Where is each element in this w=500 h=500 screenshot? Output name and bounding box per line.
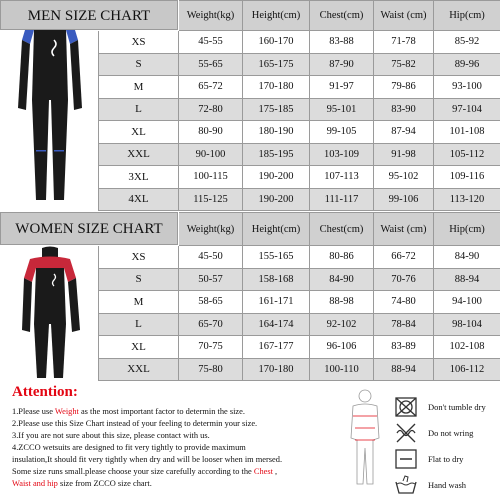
table-cell: 84-90 — [310, 268, 374, 291]
header-weight: Weight(kg) — [179, 213, 243, 246]
table-cell: 74-80 — [374, 291, 434, 314]
table-row — [99, 313, 500, 336]
table-row — [99, 166, 500, 189]
size-label: 4XL — [99, 188, 179, 211]
table-cell: 95-101 — [310, 98, 374, 121]
attention-heading: Attention: — [12, 384, 78, 400]
table-cell: 161-171 — [243, 291, 310, 314]
men-size-table — [98, 0, 500, 211]
table-cell: 96-106 — [310, 336, 374, 359]
table-row — [99, 143, 500, 166]
note-4a: 4.ZCCO wetsuits are designed to fit very tightly to provide maximum — [12, 443, 246, 452]
table-cell: 88-94 — [434, 268, 500, 291]
header-height: Height(cm) — [243, 1, 310, 31]
table-cell: 88-98 — [310, 291, 374, 314]
header-spacer — [99, 213, 179, 246]
size-label: L — [99, 313, 179, 336]
attention-notes — [12, 406, 352, 490]
table-row — [99, 76, 500, 99]
note-4b: insulation,It should fit very tightly when dry and will be looser when im mersed. — [12, 455, 283, 464]
body-outline-icon — [345, 388, 385, 488]
table-cell: 95-102 — [374, 166, 434, 189]
table-cell: 111-117 — [310, 188, 374, 211]
table-cell: 80-86 — [310, 246, 374, 269]
care-item — [392, 422, 500, 448]
size-label: XXL — [99, 358, 179, 381]
table-cell: 165-175 — [243, 53, 310, 76]
table-cell: 115-125 — [179, 188, 243, 211]
table-cell: 45-55 — [179, 31, 243, 54]
table-cell: 91-97 — [310, 76, 374, 99]
table-cell: 88-94 — [374, 358, 434, 381]
table-cell: 87-94 — [374, 121, 434, 144]
note-4c: Some size runs small.please choose your size carefully according to the Chest , — [12, 467, 278, 476]
care-item — [392, 448, 500, 474]
table-cell: 105-112 — [434, 143, 500, 166]
table-row — [99, 268, 500, 291]
size-label: 3XL — [99, 166, 179, 189]
size-label: S — [99, 53, 179, 76]
table-cell: 99-106 — [374, 188, 434, 211]
women-size-section — [0, 212, 500, 380]
table-row — [99, 98, 500, 121]
header-hip: Hip(cm) — [434, 1, 500, 31]
header-chest: Chest(cm) — [310, 1, 374, 31]
table-cell: 155-165 — [243, 246, 310, 269]
table-cell: 100-115 — [179, 166, 243, 189]
care-label: Do not wring — [428, 428, 474, 438]
table-cell: 70-75 — [179, 336, 243, 359]
note-1: 1.Please use Weight as the most important factor to determin the size. — [12, 407, 245, 416]
table-cell: 90-100 — [179, 143, 243, 166]
care-instructions — [392, 396, 500, 500]
size-label: M — [99, 76, 179, 99]
table-cell: 107-113 — [310, 166, 374, 189]
table-cell: 75-80 — [179, 358, 243, 381]
table-row — [99, 358, 500, 381]
table-cell: 78-84 — [374, 313, 434, 336]
header-chest: Chest(cm) — [310, 213, 374, 246]
table-cell: 65-70 — [179, 313, 243, 336]
table-row — [99, 246, 500, 269]
note-4d: Waist and hip size from ZCCO size chart. — [12, 479, 152, 488]
care-item — [392, 396, 500, 422]
header-weight: Weight(kg) — [179, 1, 243, 31]
men-wetsuit-figure — [0, 0, 98, 210]
table-cell: 83-88 — [310, 31, 374, 54]
table-cell: 113-120 — [434, 188, 500, 211]
size-label: M — [99, 291, 179, 314]
table-cell: 83-89 — [374, 336, 434, 359]
size-label: S — [99, 268, 179, 291]
table-cell: 65-72 — [179, 76, 243, 99]
table-cell: 97-104 — [434, 98, 500, 121]
table-cell: 109-116 — [434, 166, 500, 189]
table-cell: 164-174 — [243, 313, 310, 336]
size-label: XS — [99, 246, 179, 269]
header-waist: Waist (cm) — [374, 1, 434, 31]
table-row — [99, 53, 500, 76]
body-measurement-diagram — [345, 388, 385, 488]
table-cell: 55-65 — [179, 53, 243, 76]
men-wetsuit-image — [0, 0, 98, 210]
table-cell: 167-177 — [243, 336, 310, 359]
care-label: Hand wash — [428, 480, 467, 490]
size-label: XXL — [99, 143, 179, 166]
size-label: XL — [99, 121, 179, 144]
note-3: 3.If you are not sure about this size, please contact with us. — [12, 431, 210, 440]
table-cell: 99-105 — [310, 121, 374, 144]
table-cell: 79-86 — [374, 76, 434, 99]
men-size-section — [0, 0, 500, 210]
table-cell: 89-96 — [434, 53, 500, 76]
table-cell: 92-102 — [310, 313, 374, 336]
size-label: XS — [99, 31, 179, 54]
table-cell: 102-108 — [434, 336, 500, 359]
table-cell: 72-80 — [179, 98, 243, 121]
care-label: Don't tumble dry — [428, 402, 486, 412]
header-spacer — [99, 1, 179, 31]
table-cell: 85-92 — [434, 31, 500, 54]
table-cell: 100-110 — [310, 358, 374, 381]
men-chart-title: MEN SIZE CHART — [0, 0, 178, 30]
table-cell: 180-190 — [243, 121, 310, 144]
no-wring-icon — [394, 422, 418, 444]
table-cell: 84-90 — [434, 246, 500, 269]
note-2: 2.Please use this Size Chart instead of your feeling to determin your size. — [12, 419, 258, 428]
table-cell: 45-50 — [179, 246, 243, 269]
table-cell: 58-65 — [179, 291, 243, 314]
table-cell: 66-72 — [374, 246, 434, 269]
table-cell: 87-90 — [310, 53, 374, 76]
table-cell: 175-185 — [243, 98, 310, 121]
table-row — [99, 121, 500, 144]
table-cell: 190-200 — [243, 166, 310, 189]
table-row — [99, 188, 500, 211]
table-cell: 101-108 — [434, 121, 500, 144]
table-cell: 71-78 — [374, 31, 434, 54]
table-cell: 91-98 — [374, 143, 434, 166]
table-cell: 83-90 — [374, 98, 434, 121]
no-tumble-dry-icon — [394, 396, 418, 418]
table-cell: 93-100 — [434, 76, 500, 99]
header-hip: Hip(cm) — [434, 213, 500, 246]
table-cell: 70-76 — [374, 268, 434, 291]
women-chart-title: WOMEN SIZE CHART — [0, 212, 178, 245]
table-cell: 170-180 — [243, 358, 310, 381]
table-cell: 98-104 — [434, 313, 500, 336]
flat-dry-icon — [394, 448, 418, 470]
care-label: Flat to dry — [428, 454, 464, 464]
table-row — [99, 31, 500, 54]
table-cell: 50-57 — [179, 268, 243, 291]
table-cell: 80-90 — [179, 121, 243, 144]
size-label: XL — [99, 336, 179, 359]
table-cell: 170-180 — [243, 76, 310, 99]
table-cell: 103-109 — [310, 143, 374, 166]
table-cell: 185-195 — [243, 143, 310, 166]
care-item — [392, 474, 500, 500]
table-cell: 190-200 — [243, 188, 310, 211]
table-row — [99, 291, 500, 314]
table-cell: 158-168 — [243, 268, 310, 291]
women-size-table — [98, 212, 500, 381]
hand-wash-icon — [394, 474, 418, 496]
header-waist: Waist (cm) — [374, 213, 434, 246]
table-row — [99, 336, 500, 359]
header-height: Height(cm) — [243, 213, 310, 246]
table-cell: 106-112 — [434, 358, 500, 381]
table-cell: 75-82 — [374, 53, 434, 76]
table-cell: 160-170 — [243, 31, 310, 54]
size-label: L — [99, 98, 179, 121]
table-cell: 94-100 — [434, 291, 500, 314]
